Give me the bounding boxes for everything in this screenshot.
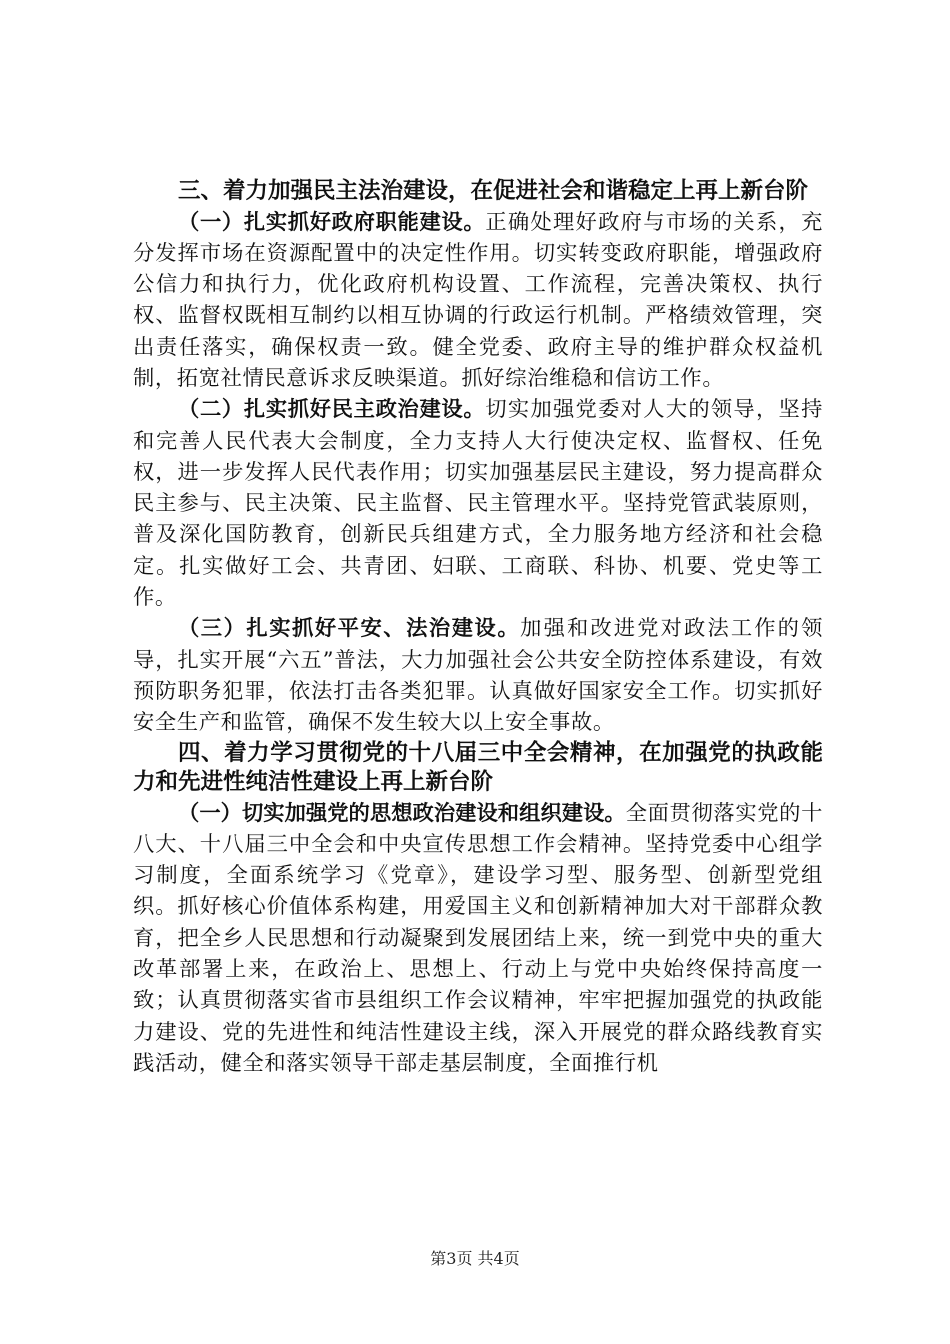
section-heading-4: 四、着力学习贯彻党的十八届三中全会精神，在加强党的执政能力和先进性纯洁性建设上再上新台阶 xyxy=(133,739,823,796)
paragraph-3-1 xyxy=(133,207,823,395)
paragraph-4-1 xyxy=(133,798,823,1080)
paragraph-text: 切实加强党委对人大的领导，坚持和完善人民代表大会制度，全力支持人大行使决定权、监督权、任免权，进一步发挥人民代表作用；切实加强基层民主建设，努力提高群众民主参与、民主决策、民主监督、民主管理水平。坚持党管武装原则，普及深化国防教育，创新民兵组建方式，全力服务地方经济和社会稳定。扎实做好工会、共青团、妇联、工商联、科协、机要、党史等工作。 xyxy=(133,397,823,611)
paragraph-lead: （一）扎实抓好政府职能建设。 xyxy=(178,209,486,235)
paragraph-text: 加强和改进党对政法工作的领导，扎实开展“六五”普法，大力加强社会公共安全防控体系建设，有效预防职务犯罪，依法打击各类犯罪。认真做好国家安全工作。切实抓好安全生产和监管，确保不发生较大以上安全事故。 xyxy=(133,616,823,736)
paragraph-text: 正确处理好政府与市场的关系，充分发挥市场在资源配置中的决定性作用。切实转变政府职能，增强政府公信力和执行力，优化政府机构设置、工作流程，完善决策权、执行权、监督权既相互制约以相互协调的行政运行机制。严格绩效管理，突出责任落实，确保权责一致。健全党委、政府主导的维护群众权益机制，拓宽社情民意诉求反映渠道。抓好综治维稳和信访工作。 xyxy=(133,209,823,391)
paragraph-lead: （二）扎实抓好民主政治建设。 xyxy=(178,397,486,423)
page-number-footer: 第3页 共4页 xyxy=(430,1249,520,1268)
paragraph-lead: （一）切实加强党的思想政治建设和组织建设。 xyxy=(178,800,626,826)
paragraph-text: 全面贯彻落实党的十八大、十八届三中全会和中央宣传思想工作会精神。坚持党委中心组学习制度，全面系统学习《党章》，建设学习型、服务型、创新型党组织。抓好核心价值体系构建，用爱国主义和创新精神加大对干部群众教育，把全乡人民思想和行动凝聚到发展团结上来，统一到党中央的重大改革部署上来，在政治上、思想上、行动上与党中央始终保持高度一致；认真贯彻落实省市县组织工作会议精神，牢牢把握加强党的执政能力建设、党的先进性和纯洁性建设主线，深入开展党的群众路线教育实践活动，健全和落实领导干部走基层制度，全面推行机 xyxy=(133,800,823,1076)
paragraph-lead: （三）扎实抓好平安、法治建设。 xyxy=(178,616,521,642)
section-heading-3: 三、着力加强民主法治建设，在促进社会和谐稳定上再上新台阶 xyxy=(178,178,809,204)
paragraph-3-2 xyxy=(133,394,823,613)
paragraph-3-3 xyxy=(133,613,823,738)
document-body xyxy=(133,177,823,1079)
